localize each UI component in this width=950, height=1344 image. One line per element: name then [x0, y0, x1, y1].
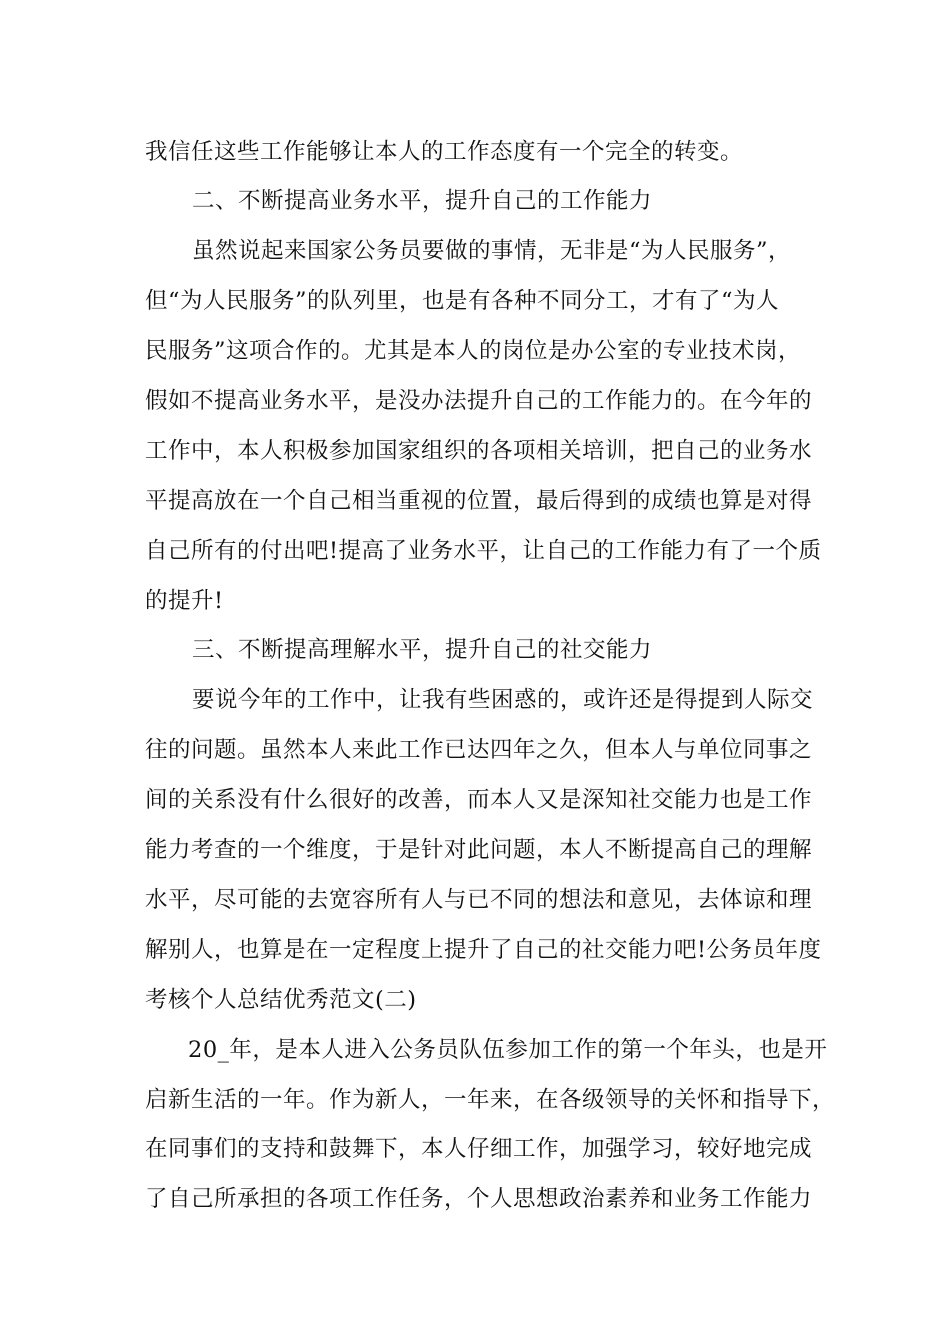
- paragraph-line: 间的关系没有什么很好的改善，而本人又是深知社交能力也是工作: [145, 787, 813, 813]
- paragraph-line: 启新生活的一年。作为新人，一年来，在各级领导的关怀和指导下，: [145, 1087, 836, 1113]
- paragraph-line: 水平，尽可能的去宽容所有人与已不同的想法和意见，去体谅和理: [145, 887, 813, 913]
- paragraph-line: 平提高放在一个自己相当重视的位置，最后得到的成绩也算是对得: [145, 488, 813, 514]
- paragraph-line: 我信任这些工作能够让本人的工作态度有一个完全的转变。: [145, 139, 744, 165]
- paragraph-line: 了自己所承担的各项工作任务，个人思想政治素养和业务工作能力: [145, 1186, 813, 1212]
- paragraph-line: 要说今年的工作中，让我有些困惑的，或许还是得提到人际交: [192, 687, 814, 713]
- paragraph-line: 能力考查的一个维度，于是针对此问题，本人不断提高自己的理解: [145, 837, 813, 863]
- section-heading: 三、不断提高理解水平，提升自己的社交能力: [192, 637, 653, 663]
- paragraph-line: 往的问题。虽然本人来此工作已达四年之久，但本人与单位同事之: [145, 737, 813, 763]
- paragraph-line: 20_年，是本人进入公务员队伍参加工作的第一个年头，也是开: [188, 1037, 828, 1063]
- paragraph-line: 工作中，本人积极参加国家组织的各项相关培训，把自己的业务水: [145, 438, 813, 464]
- paragraph-line: 虽然说起来国家公务员要做的事情，无非是“为人民服务”，: [192, 238, 792, 264]
- paragraph-line: 的提升!: [145, 588, 224, 614]
- section-heading: 二、不断提高业务水平，提升自己的工作能力: [192, 188, 653, 214]
- paragraph-line: 解别人，也算是在一定程度上提升了自己的社交能力吧!公务员年度: [145, 937, 822, 963]
- paragraph-line: 但“为人民服务”的队列里，也是有各种不同分工，才有了“为人: [145, 288, 780, 314]
- paragraph-line: 假如不提高业务水平，是没办法提升自己的工作能力的。在今年的: [145, 388, 813, 414]
- paragraph-line: 考核个人总结优秀范文(二): [145, 987, 417, 1013]
- paragraph-line: 在同事们的支持和鼓舞下，本人仔细工作，加强学习，较好地完成: [145, 1136, 813, 1162]
- paragraph-line: 自己所有的付出吧!提高了业务水平，让自己的工作能力有了一个质: [145, 538, 822, 564]
- paragraph-line: 民服务”这项合作的。尤其是本人的岗位是办公室的专业技术岗，: [145, 338, 802, 364]
